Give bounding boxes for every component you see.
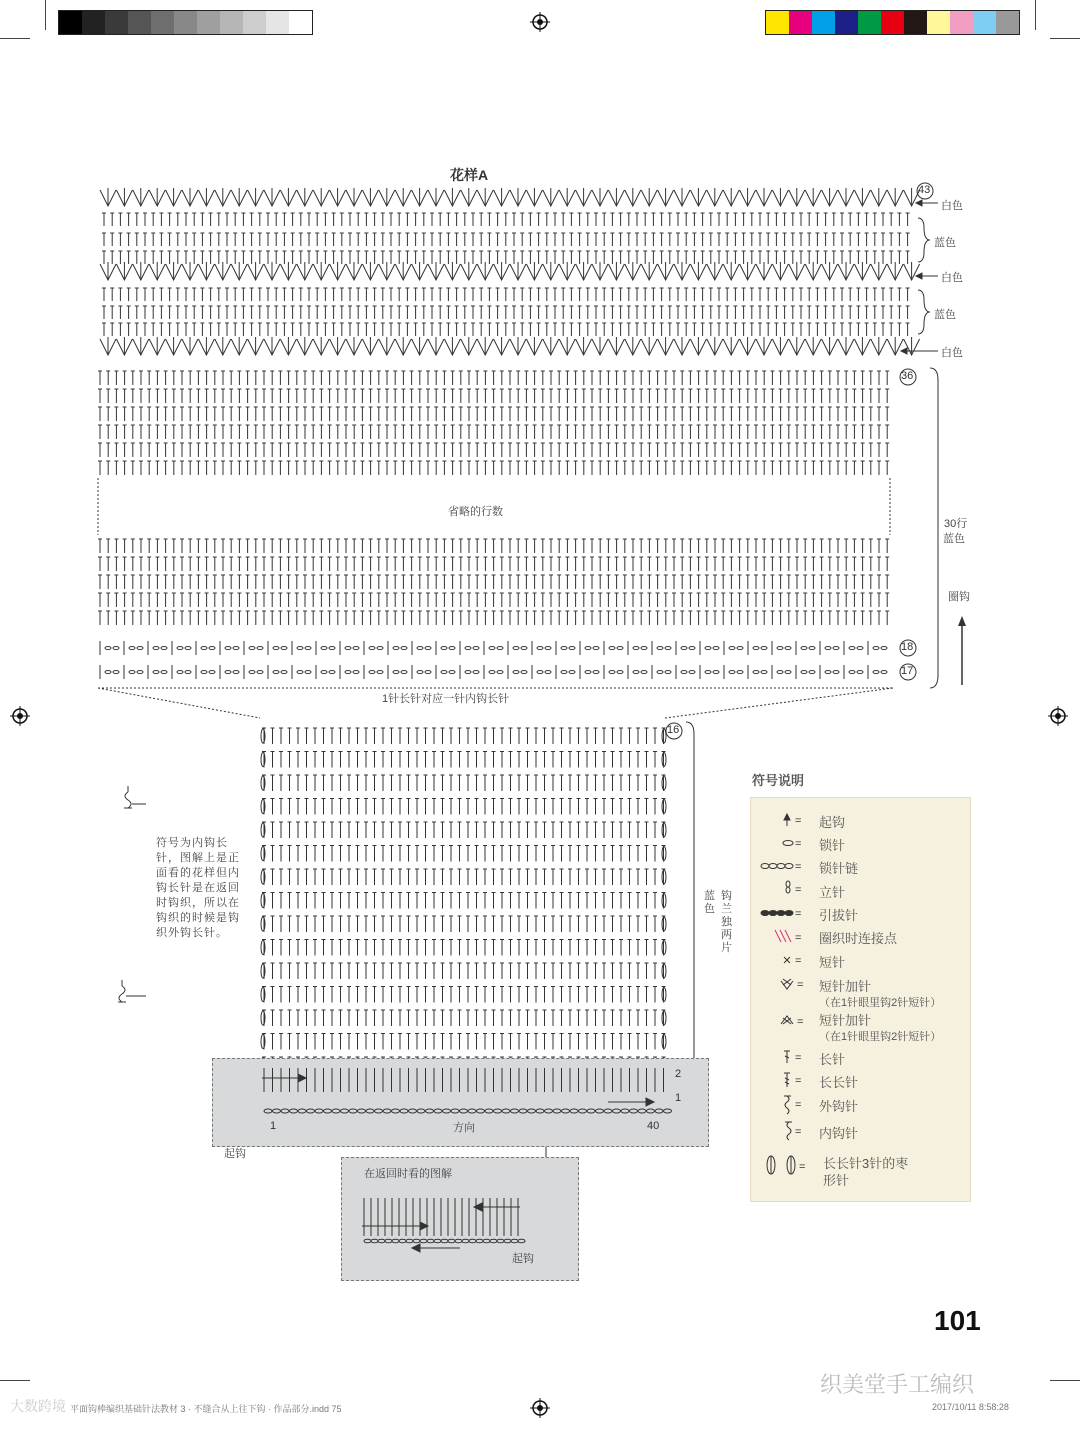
- chain-stitch: [521, 647, 527, 650]
- chain-stitch: [161, 671, 167, 674]
- registration-mark-icon: [530, 1398, 550, 1418]
- chain-stitch: [113, 671, 119, 674]
- chain-stitch: [713, 671, 719, 674]
- chain-stitch: [641, 671, 647, 674]
- chain-stitch: [705, 671, 711, 674]
- chain-stitch: [489, 671, 495, 674]
- chain-stitch: [689, 671, 695, 674]
- chain-stitch: [449, 671, 455, 674]
- chain-stitch: [809, 647, 815, 650]
- chain-stitch: [593, 671, 599, 674]
- chain-stitch: [569, 647, 575, 650]
- chain-stitch: [617, 671, 623, 674]
- chain-stitch: [729, 671, 735, 674]
- chain-stitch: [449, 647, 455, 650]
- chain-stitch: [441, 671, 447, 674]
- chain-stitch: [129, 671, 135, 674]
- chain-stitch: [185, 647, 191, 650]
- pattern-title: 花样A: [450, 167, 489, 183]
- crop-mark: [1050, 1380, 1080, 1381]
- chain-stitch: [777, 671, 783, 674]
- chain-stitch: [225, 647, 231, 650]
- chain-stitch: [761, 647, 767, 650]
- chain-stitch: [713, 647, 719, 650]
- chain-stitch: [377, 671, 383, 674]
- chain-stitch: [617, 647, 623, 650]
- chain-stitch: [425, 647, 431, 650]
- chain-stitch: [801, 647, 807, 650]
- chain-stitch: [297, 671, 303, 674]
- chain-stitch: [129, 647, 135, 650]
- chain-stitch: [777, 647, 783, 650]
- chain-stitch: [825, 647, 831, 650]
- chain-stitch: [489, 647, 495, 650]
- chain-stitch: [801, 671, 807, 674]
- chain-stitch: [873, 647, 879, 650]
- chain-stitch: [537, 647, 543, 650]
- chain-stitch: [137, 647, 143, 650]
- chain-stitch: [585, 647, 591, 650]
- chain-stitch: [105, 647, 111, 650]
- chain-stitch: [737, 671, 743, 674]
- chain-stitch: [833, 647, 839, 650]
- chain-stitch: [753, 647, 759, 650]
- chain-stitch: [417, 671, 423, 674]
- chain-stitch: [497, 671, 503, 674]
- chain-stitch: [657, 647, 663, 650]
- chain-stitch: [729, 647, 735, 650]
- chain-stitch: [665, 647, 671, 650]
- chain-stitch: [545, 647, 551, 650]
- chain-stitch: [849, 671, 855, 674]
- chain-stitch: [593, 647, 599, 650]
- chain-stitch: [353, 647, 359, 650]
- chain-stitch: [833, 671, 839, 674]
- chain-stitch: [609, 671, 615, 674]
- chain-stitch: [273, 647, 279, 650]
- chain-stitch: [665, 671, 671, 674]
- chain-stitch: [521, 671, 527, 674]
- chain-stitch: [561, 647, 567, 650]
- chain-stitch: [393, 647, 399, 650]
- chain-stitch: [417, 647, 423, 650]
- chain-stitch: [185, 671, 191, 674]
- chain-stitch: [137, 671, 143, 674]
- chain-stitch: [201, 671, 207, 674]
- chain-stitch: [761, 671, 767, 674]
- chain-stitch: [345, 647, 351, 650]
- chain-stitch: [201, 647, 207, 650]
- chain-stitch: [153, 671, 159, 674]
- chain-stitch: [297, 647, 303, 650]
- chain-stitch: [233, 671, 239, 674]
- chain-stitch: [249, 671, 255, 674]
- chain-stitch: [257, 671, 263, 674]
- chain-stitch: [305, 647, 311, 650]
- chain-stitch: [113, 647, 119, 650]
- chain-stitch: [321, 671, 327, 674]
- chain-stitch: [305, 671, 311, 674]
- chain-stitch: [873, 671, 879, 674]
- chain-stitch: [177, 647, 183, 650]
- chain-stitch: [209, 671, 215, 674]
- chain-stitch: [737, 647, 743, 650]
- chain-stitch: [609, 647, 615, 650]
- chain-stitch: [657, 671, 663, 674]
- chain-stitch: [537, 671, 543, 674]
- chain-stitch: [257, 647, 263, 650]
- chain-stitch: [785, 671, 791, 674]
- chain-stitch: [633, 647, 639, 650]
- chain-stitch: [785, 647, 791, 650]
- lower-pattern-stitches: [261, 728, 666, 1073]
- chain-stitch: [705, 647, 711, 650]
- chain-stitch: [401, 647, 407, 650]
- chain-stitch: [353, 671, 359, 674]
- chain-stitch: [753, 671, 759, 674]
- chain-stitch: [377, 647, 383, 650]
- chain-stitch: [345, 671, 351, 674]
- chain-stitch: [465, 647, 471, 650]
- chain-stitch: [641, 647, 647, 650]
- chain-stitch: [425, 671, 431, 674]
- chain-stitch: [881, 671, 887, 674]
- chain-stitch: [225, 671, 231, 674]
- chain-stitch: [329, 647, 335, 650]
- chain-stitch: [441, 647, 447, 650]
- chain-stitch: [857, 671, 863, 674]
- chain-stitch: [321, 647, 327, 650]
- chain-stitch: [281, 647, 287, 650]
- chain-stitch: [369, 647, 375, 650]
- chain-stitch: [401, 671, 407, 674]
- chain-stitch: [273, 671, 279, 674]
- chain-stitch: [849, 647, 855, 650]
- chain-stitch: [881, 647, 887, 650]
- chain-stitch: [465, 671, 471, 674]
- chain-stitch: [497, 647, 503, 650]
- chain-stitch: [105, 671, 111, 674]
- chain-stitch: [825, 671, 831, 674]
- upper-pattern-stitches: [98, 188, 920, 679]
- chain-stitch: [161, 647, 167, 650]
- chain-stitch: [689, 647, 695, 650]
- chain-stitch: [369, 671, 375, 674]
- chain-stitch: [633, 671, 639, 674]
- chain-stitch: [473, 671, 479, 674]
- chain-stitch: [329, 671, 335, 674]
- chain-stitch: [233, 647, 239, 650]
- chain-stitch: [249, 647, 255, 650]
- chain-stitch: [585, 671, 591, 674]
- chain-stitch: [545, 671, 551, 674]
- chain-stitch: [681, 671, 687, 674]
- chain-stitch: [177, 671, 183, 674]
- chain-stitch: [473, 647, 479, 650]
- chain-stitch: [393, 671, 399, 674]
- chain-stitch: [153, 647, 159, 650]
- chain-stitch: [513, 671, 519, 674]
- chain-stitch: [209, 647, 215, 650]
- chain-stitch: [681, 647, 687, 650]
- chain-stitch: [569, 671, 575, 674]
- chain-stitch: [561, 671, 567, 674]
- chain-stitch: [857, 647, 863, 650]
- chain-stitch: [513, 647, 519, 650]
- chain-stitch: [281, 671, 287, 674]
- chain-stitch: [809, 671, 815, 674]
- crop-mark: [0, 1380, 30, 1381]
